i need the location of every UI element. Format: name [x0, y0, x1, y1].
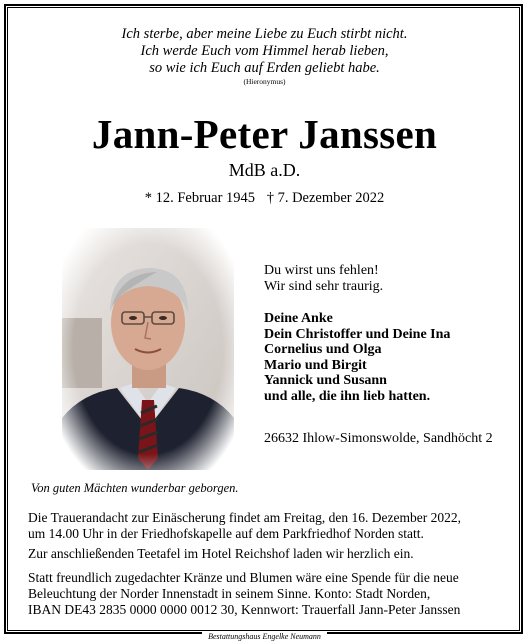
quote-line: Ich sterbe, aber meine Liebe zu Euch stirbt nicht. [121, 26, 408, 42]
notice-line: Beleuchtung der Norder Innenstadt in seinem Sinne. Konto: Stadt Norden, [28, 586, 431, 601]
quote-line: Ich werde Euch vom Himmel herab lieben, [140, 43, 389, 59]
notice-service [28, 510, 504, 542]
family-line: und alle, die ihn lieb hatten. [264, 388, 431, 404]
missed-line: Du wirst uns fehlen! [264, 263, 379, 278]
quote [0, 26, 529, 77]
family-list [264, 311, 450, 404]
deceased-title: MdB a.D. [228, 160, 301, 180]
missed-message [264, 263, 383, 294]
birth-date: * 12. Februar 1945 [144, 190, 256, 206]
death-date: † 7. Dezember 2022 [266, 190, 385, 206]
portrait-photo [62, 228, 234, 470]
portrait-illustration [62, 228, 234, 470]
quote-author: (Hieronymus) [243, 77, 286, 86]
funeral-home-footer [0, 624, 529, 643]
family-line: Dein Christoffer und Deine Ina [264, 326, 451, 342]
notice-line: um 14.00 Uhr in der Friedhofskapelle auf dem Parkfriedhof Norden statt. [28, 526, 424, 541]
deceased-name: Jann-Peter Janssen [91, 111, 438, 157]
family-line: Deine Anke [264, 311, 333, 326]
notice-line: Die Trauerandacht zur Einäscherung findet am Freitag, den 16. Dezember 2022, [28, 510, 461, 525]
notice-teatable [28, 546, 504, 562]
notice-line: Statt freundlich zugedachter Kränze und Blumen wäre eine Spende für die neue [28, 570, 459, 585]
life-dates [0, 190, 529, 207]
missed-line: Wir sind sehr traurig. [264, 278, 384, 294]
funeral-home-name: Bestattungshaus Engelke Neumann [202, 632, 327, 641]
photo-caption: Von guten Mächten wunderbar geborgen. [31, 481, 239, 495]
family-line: Mario und Birgit [264, 357, 367, 373]
notice-line: IBAN DE43 2835 0000 0000 0012 30, Kennwort: Trauerfall Jann-Peter Janssen [28, 602, 461, 617]
quote-line: so wie ich Euch auf Erden geliebt habe. [149, 60, 380, 76]
family-line: Cornelius und Olga [264, 342, 382, 357]
family-line: Yannick und Susann [264, 373, 387, 388]
notice-line: Zur anschließenden Teetafel im Hotel Reichshof laden wir herzlich ein. [28, 546, 414, 561]
address: 26632 Ihlow-Simonswolde, Sandhöcht 2 [264, 431, 493, 446]
notice-donation [28, 570, 504, 618]
